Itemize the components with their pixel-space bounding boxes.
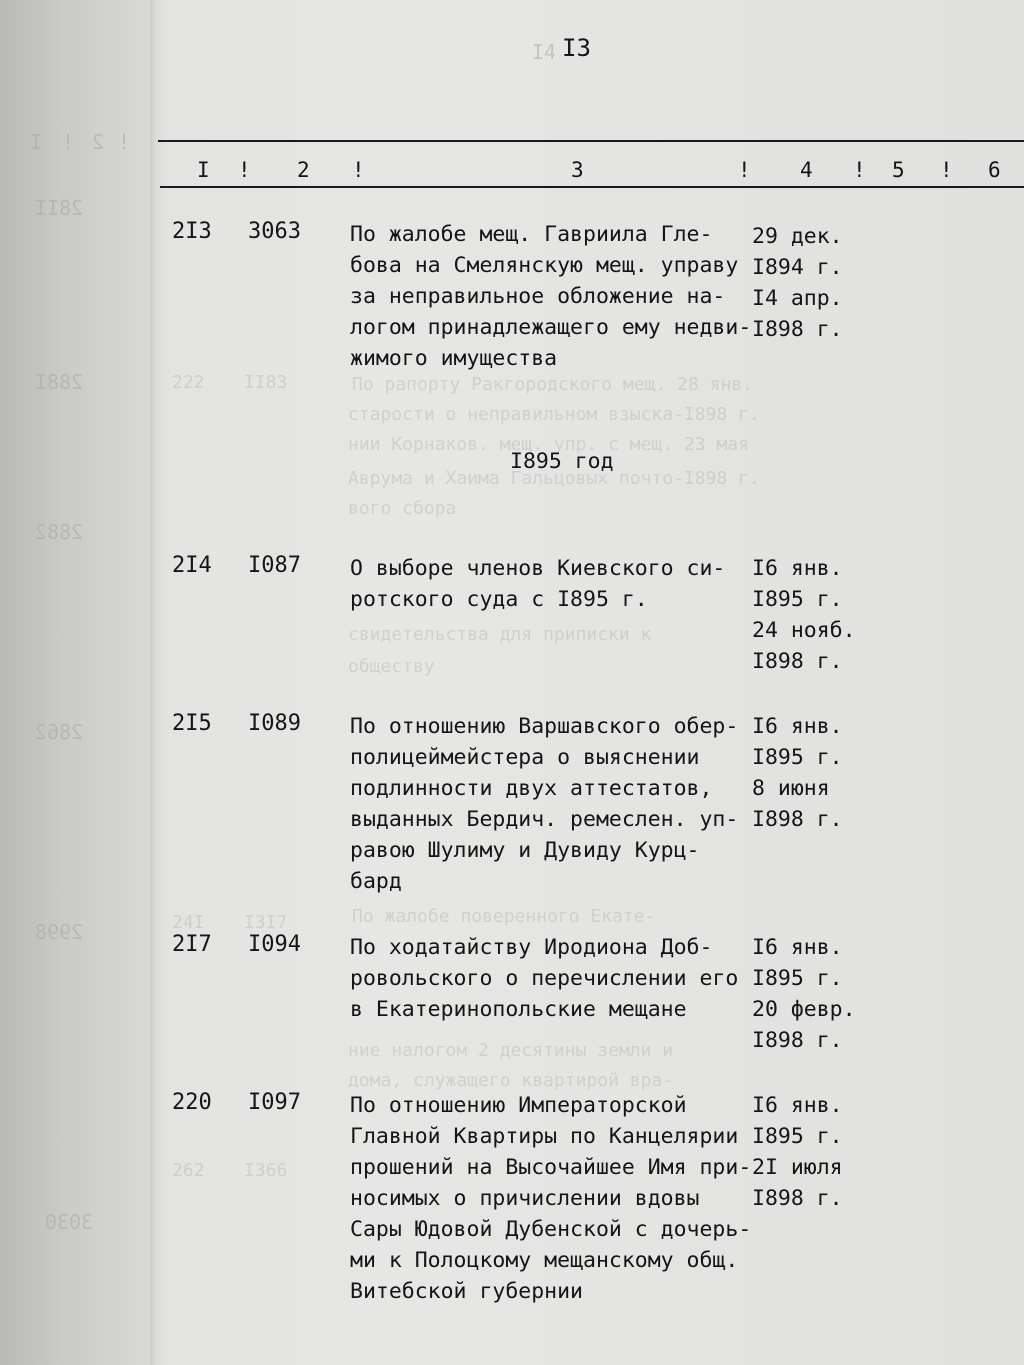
bleed-through-case-no: I3I7 [244,912,288,933]
case-dates: I6 янв. I895 г. 20 февр. I898 г. [752,935,856,1053]
bleed-through-text-line: По рапорту Ракгородского мещ. 28 янв. [352,374,753,395]
bleed-through-left-number: 2998 [35,920,84,944]
case-number: I087 [248,553,301,578]
row-number: 220 [172,1090,212,1115]
case-number: I097 [248,1090,301,1115]
bleed-through-text-line: вого сбора [348,498,457,519]
page-fold-shadow [150,0,156,1365]
bleed-through-row-no: 222 [172,372,205,393]
bleed-through-top-number: I4 [532,40,557,64]
case-dates: 29 дек. I894 г. I4 апр. I898 г. [752,224,843,342]
bleed-through-text-line: старости о неправильном взыска-I898 г. [348,404,760,425]
bleed-through-left-header: 2 [92,130,105,154]
header-separator: ! [940,158,953,182]
header-col-2: 2 [297,158,310,182]
bleed-through-left-number: 2862 [35,720,84,744]
header-separator: ! [738,158,751,182]
bleed-through-text-line: нии Корнаков. мещ. упр. с мещ. 23 мая [348,434,749,455]
bleed-through-left-number: 2882 [35,520,84,544]
bleed-through-row-no: 262 [172,1160,205,1181]
row-number: 2I5 [172,711,212,736]
case-number: I094 [248,932,301,957]
case-description: По отношению Варшавского обер- полицеймейстера о выяснении подлинности двух аттестатов, выданных Бердич. ремеслен. уп- равою Шулиму и Дувиду Курц- бард [350,714,739,894]
bleed-through-case-no: I366 [244,1160,288,1181]
header-top-rule [158,140,1024,142]
bleed-through-left-number: 288I [35,370,84,394]
case-dates: I6 янв. I895 г. 2I июля I898 г. [752,1093,843,1211]
header-col-1: I [197,158,210,182]
page-number: I3 [562,34,591,62]
case-description: По жалобе мещ. Гавриила Гле- бова на Смелянскую мещ. управу за неправильное обложение на- логом принадлежащего ему недви- жимого имущества [350,222,752,371]
header-separator: ! [238,158,251,182]
bleed-through-left-header: I [30,130,43,154]
row-number: 2I3 [172,219,212,244]
bleed-through-left-header: ! [118,130,131,154]
row-number: 2I4 [172,553,212,578]
header-col-5: 5 [892,158,905,182]
header-bottom-rule [160,186,1024,188]
bleed-through-text-line: обществу [348,656,435,677]
case-dates: I6 янв. I895 г. 8 июня I898 г. [752,714,843,832]
header-col-4: 4 [800,158,813,182]
row-number: 2I7 [172,932,212,957]
case-description: По отношению Императорской Главной Квартиры по Канцелярии прошений на Высочайшее Имя при- носимых о причислении вдовы Сары Юдовой Дубенской с дочерь- ми к Полоцкому мещанскому общ. Витебской губернии [350,1093,752,1304]
bleed-through-text-line: Аврума и Хаима Гальцовых почто-I898 г. [348,468,760,489]
bleed-through-text-line: ние налогом 2 десятины земли и [348,1040,674,1061]
year-heading: I895 год [510,449,614,474]
case-number: I089 [248,711,301,736]
bleed-through-case-no: II83 [244,372,288,393]
bleed-through-text-line: дома, служащего квартирой вра- [348,1070,674,1091]
header-col-6: 6 [988,158,1001,182]
header-separator: ! [853,158,866,182]
bleed-through-left-number: 28II [35,196,84,220]
case-number: 3063 [248,219,301,244]
header-col-3: 3 [571,158,584,182]
bleed-through-text-line: свидетельства для приписки к [348,624,652,645]
bleed-through-left-header: ! [62,130,75,154]
bleed-through-left-number: 3030 [45,1210,94,1234]
case-description: О выборе членов Киевского си- ротского суда с I895 г. [350,556,726,612]
header-separator: ! [352,158,365,182]
bleed-through-row-no: 24I [172,912,205,933]
bleed-through-text-line: По жалобе поверенного Екате- [352,906,656,927]
case-description: По ходатайству Иродиона Доб- ровольского о перечислении его в Екатеринопольские мещане [350,935,739,1022]
case-dates: I6 янв. I895 г. 24 нояб. I898 г. [752,556,856,674]
